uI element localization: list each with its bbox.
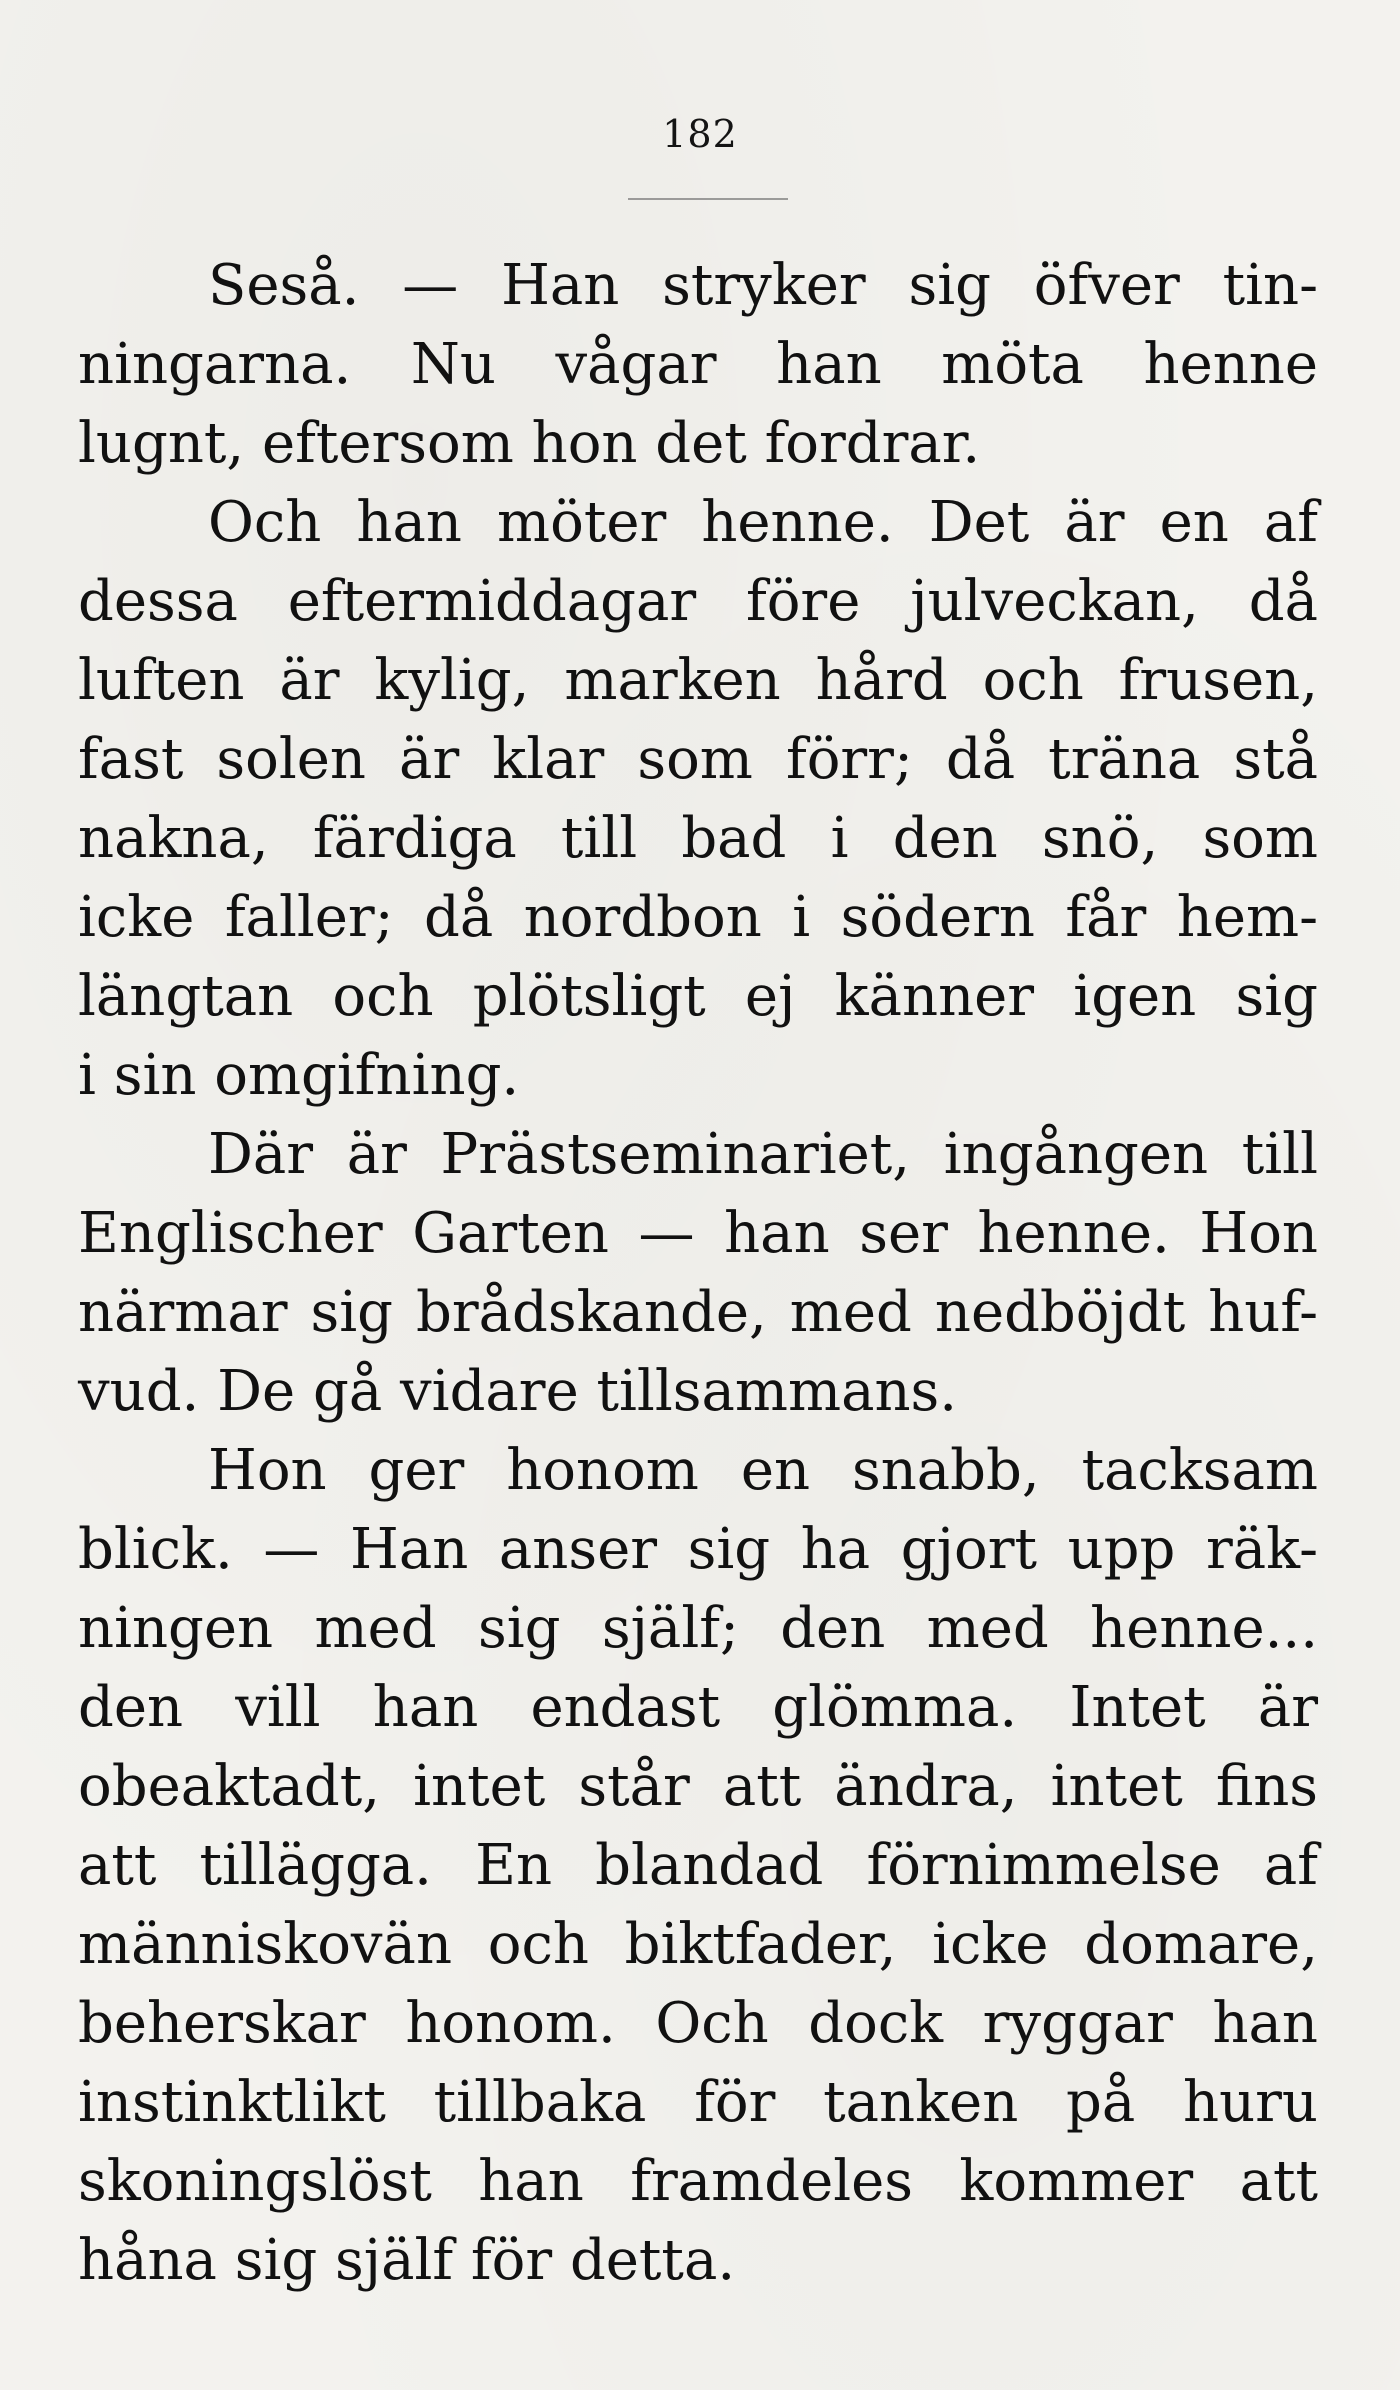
text-line: Och han möter henne. Det är en af <box>208 490 1318 555</box>
text-line: Englischer Garten — han ser henne. Hon <box>78 1201 1318 1266</box>
text-line: närmar sig brådskande, med nedböjdt huf- <box>78 1280 1318 1345</box>
text-line: människovän och biktfader, icke domare, <box>78 1912 1318 1977</box>
text-line: Seså. — Han stryker sig öfver tin- <box>208 253 1318 318</box>
text-line: längtan och plötsligt ej känner igen sig <box>78 964 1318 1029</box>
text-line: lugnt, eftersom hon det fordrar. <box>78 411 981 476</box>
text-line: Där är Prästseminariet, ingången till <box>208 1122 1318 1187</box>
page-number: 182 <box>662 112 738 156</box>
header-rule <box>628 198 788 200</box>
text-line: dessa eftermiddagar före julveckan, då <box>78 569 1318 634</box>
text-line: luften är kylig, marken hård och frusen, <box>78 648 1318 713</box>
text-line: ningarna. Nu vågar han möta henne <box>78 332 1318 397</box>
text-line: håna sig själf för detta. <box>78 2228 736 2293</box>
text-line: att tillägga. En blandad förnimmelse af <box>78 1833 1318 1898</box>
text-line: den vill han endast glömma. Intet är <box>78 1675 1318 1740</box>
text-line: obeaktadt, intet står att ändra, intet fins <box>78 1754 1318 1819</box>
body-text <box>78 246 1318 2300</box>
text-line: ningen med sig själf; den med henne... <box>78 1596 1318 1661</box>
text-line: i sin omgifning. <box>78 1043 520 1108</box>
text-line: beherskar honom. Och dock ryggar han <box>78 1991 1318 2056</box>
text-line: nakna, färdiga till bad i den snö, som <box>78 806 1318 871</box>
text-line: fast solen är klar som förr; då träna stå <box>78 727 1318 792</box>
text-line: vud. De gå vidare tillsammans. <box>78 1359 958 1424</box>
text-line: icke faller; då nordbon i södern får hem- <box>78 885 1318 950</box>
text-line: instinktlikt tillbaka för tanken på huru <box>78 2070 1318 2135</box>
text-line: skoningslöst han framdeles kommer att <box>78 2149 1318 2214</box>
text-line: Hon ger honom en snabb, tacksam <box>208 1438 1318 1503</box>
text-line: blick. — Han anser sig ha gjort upp räk- <box>78 1517 1318 1582</box>
